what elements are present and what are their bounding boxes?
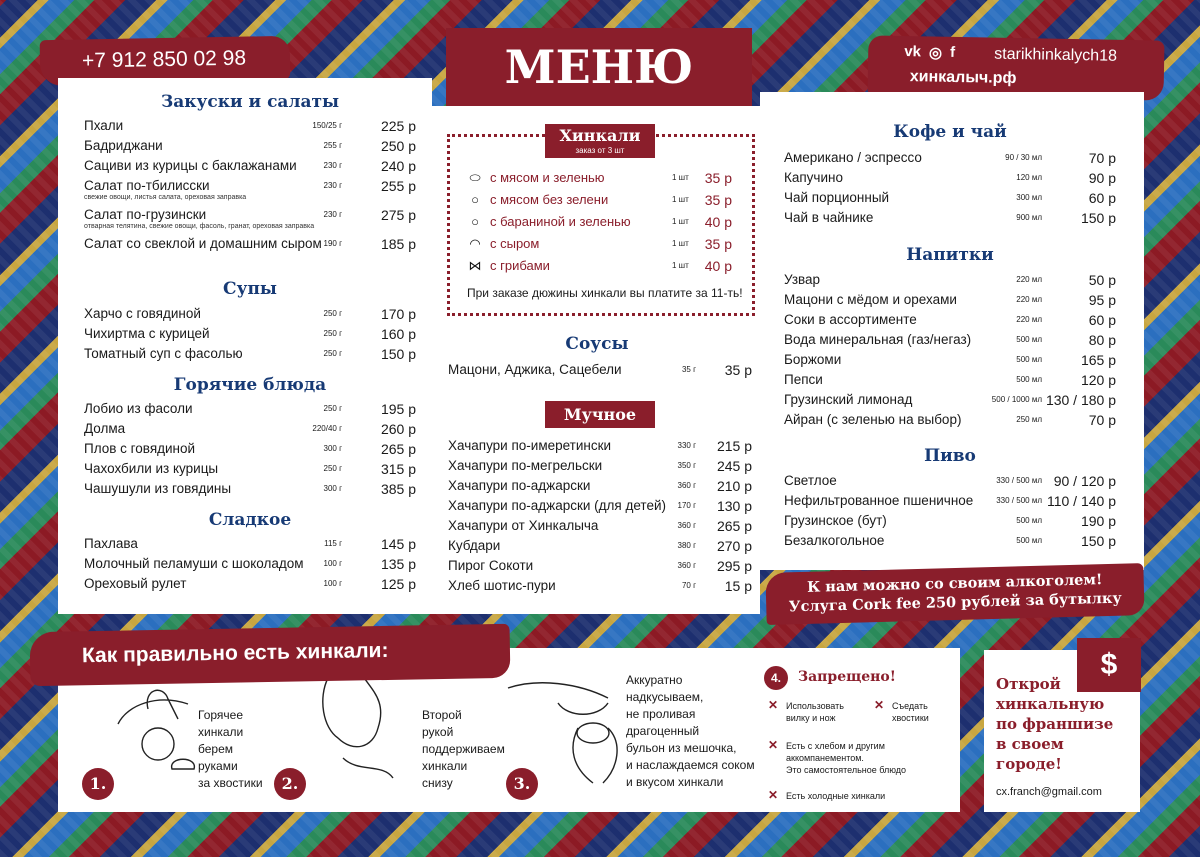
item-name: Капучино <box>784 170 843 185</box>
muchnoe-item <box>448 458 752 478</box>
pivo-item <box>784 513 1116 533</box>
kofe-item <box>784 210 1116 230</box>
item-name: Айран (с зеленью на выбор) <box>784 412 962 427</box>
napitki-item <box>784 372 1116 392</box>
item-price: 60 р <box>1088 312 1116 328</box>
item-name: Пахлава <box>84 536 138 551</box>
item-price: 190 р <box>1080 513 1116 529</box>
muchnoe-item <box>448 478 752 498</box>
napitki-item <box>784 332 1116 352</box>
item-name: Ореховый рулет <box>84 576 187 591</box>
forbidden-item: ✕ Съедать хвостики <box>872 700 929 724</box>
napitki-item <box>784 352 1116 372</box>
forbidden-block <box>764 666 954 812</box>
item-weight: 360 г <box>677 481 696 490</box>
muchnoe-item <box>448 578 752 598</box>
item-weight: 120 мл <box>1016 173 1042 182</box>
forbidden-item: ✕ Есть с хлебом и другим аккомпанементом. Это самостоятельное блюдо <box>766 740 906 776</box>
item-unit: 1 шт <box>672 195 689 204</box>
zakuski-item <box>84 178 416 201</box>
item-name: Салат по-грузински <box>84 207 207 222</box>
forbidden-item: ✕ Есть холодные хинкали <box>766 790 885 802</box>
item-price: 35 р <box>724 362 752 378</box>
item-weight: 230 г <box>323 161 342 170</box>
item-weight: 360 г <box>677 521 696 530</box>
item-price: 185 р <box>380 236 416 252</box>
item-price: 60 р <box>1088 190 1116 206</box>
item-weight: 100 г <box>323 559 342 568</box>
item-price: 130 / 180 р <box>1045 392 1116 408</box>
item-name: Плов с говядиной <box>84 441 196 456</box>
item-price: 95 р <box>1088 292 1116 308</box>
item-weight: 300 г <box>323 484 342 493</box>
item-price: 15 р <box>724 578 752 594</box>
item-name: с мясом без зелени <box>490 192 609 207</box>
step-number-1: 1. <box>82 768 114 800</box>
item-name: Грузинское (бут) <box>784 513 887 528</box>
item-name: Соки в ассортименте <box>784 312 917 327</box>
item-weight: 500 мл <box>1016 335 1042 344</box>
pivo-item <box>784 493 1116 513</box>
muchnoe-item <box>448 538 752 558</box>
page-title: МЕНЮ <box>446 28 752 106</box>
item-weight: 230 г <box>323 181 342 190</box>
item-price: 150 р <box>1080 533 1116 549</box>
item-weight: 300 мл <box>1016 193 1042 202</box>
supy-item <box>84 306 416 326</box>
khinkali-item <box>466 258 736 278</box>
item-weight: 250 г <box>323 349 342 358</box>
item-name: с грибами <box>490 258 550 273</box>
khinkali-header <box>545 124 655 158</box>
item-name: Кубдари <box>448 538 501 553</box>
item-name: Салат со свеклой и домашним сыром <box>84 236 322 251</box>
item-name: Чай в чайнике <box>784 210 874 225</box>
circle-icon: ○ <box>471 214 479 229</box>
item-weight: 360 г <box>677 561 696 570</box>
franchise-text: Открой хинкальную по франшизе в своем городе! <box>996 675 1114 773</box>
item-price: 170 р <box>380 306 416 322</box>
item-price: 160 р <box>380 326 416 342</box>
item-name: Пхали <box>84 118 124 133</box>
item-description: отварная телятина, свежие овощи, фасоль, гранат, ореховая заправка <box>84 223 315 230</box>
goryachie-item <box>84 441 416 461</box>
item-weight: 255 г <box>323 141 342 150</box>
section-title-muchnoe: Мучное <box>545 401 655 428</box>
item-name: Мацони, Аджика, Сацебели <box>448 362 622 377</box>
section-title-napitki: Напитки <box>906 245 994 265</box>
item-weight: 500 мл <box>1016 355 1042 364</box>
item-price: 90 / 120 р <box>1053 473 1116 489</box>
section-title-goryachie: Горячие блюда <box>173 375 327 395</box>
item-price: 255 р <box>380 178 416 194</box>
section-title-kofe: Кофе и чай <box>893 122 1007 142</box>
khinkali-note: При заказе дюжины хинкали вы платите за 11-ть! <box>467 286 743 300</box>
item-price: 225 р <box>380 118 416 134</box>
item-weight: 35 г <box>681 365 696 374</box>
item-price: 385 р <box>380 481 416 497</box>
section-title-supy: Супы <box>223 279 277 299</box>
item-weight: 250 г <box>323 329 342 338</box>
item-name: Лобио из фасоли <box>84 401 193 416</box>
khinkali-title: Хинкали <box>559 126 641 145</box>
bow-icon: ⋈ <box>468 258 482 273</box>
item-weight: 500 мл <box>1016 375 1042 384</box>
item-name: Чахохбили из курицы <box>84 461 219 476</box>
item-price: 195 р <box>380 401 416 417</box>
item-price: 40 р <box>704 214 732 230</box>
supy-item <box>84 326 416 346</box>
sladkoe-item <box>84 556 416 576</box>
item-name: Молочный пеламуши с шоколадом <box>84 556 304 571</box>
napitki-item <box>784 312 1116 332</box>
pivo-item <box>784 473 1116 493</box>
item-weight: 115 г <box>324 539 342 548</box>
goryachie-item <box>84 421 416 441</box>
kofe-item <box>784 190 1116 210</box>
cork-line-2: Услуга Cork fee 250 рублей за бутылку <box>788 589 1122 616</box>
item-name: Хлеб шотис-пури <box>448 578 556 593</box>
item-weight: 900 мл <box>1016 213 1042 222</box>
item-price: 210 р <box>716 478 752 494</box>
step-text-2: Второй рукой поддерживаем хинкали снизу <box>422 708 505 790</box>
item-weight: 250 г <box>323 464 342 473</box>
item-price: 265 р <box>380 441 416 457</box>
item-price: 110 / 140 р <box>1046 493 1116 509</box>
item-unit: 1 шт <box>672 239 689 248</box>
item-weight: 220 мл <box>1016 295 1042 304</box>
item-name: Чашушули из говядины <box>84 481 232 496</box>
item-unit: 1 шт <box>672 173 689 182</box>
item-weight: 100 г <box>323 579 342 588</box>
zakuski-item <box>84 158 416 178</box>
napitki-item <box>784 392 1116 412</box>
zakuski-item <box>84 138 416 158</box>
item-weight: 350 г <box>677 461 696 470</box>
item-price: 215 р <box>716 438 752 454</box>
item-price: 260 р <box>380 421 416 437</box>
khinkali-item <box>466 214 736 234</box>
napitki-item <box>784 412 1116 432</box>
muchnoe-item <box>448 558 752 578</box>
khinkali-item <box>466 236 736 256</box>
khinkali-subtitle: заказ от 3 шт <box>575 146 625 155</box>
item-weight: 250 г <box>323 404 342 413</box>
item-price: 150 р <box>380 346 416 362</box>
item-unit: 1 шт <box>672 261 689 270</box>
item-weight: 230 г <box>323 210 342 219</box>
item-price: 90 р <box>1088 170 1116 186</box>
item-name: Салат по-тбилисски <box>84 178 210 193</box>
item-price: 150 р <box>1080 210 1116 226</box>
social-handle[interactable]: starikhinkalych18 <box>994 45 1118 65</box>
section-title-pivo: Пиво <box>924 446 976 466</box>
item-price: 130 р <box>716 498 752 514</box>
item-name: Харчо с говядиной <box>84 306 201 321</box>
howto-title: Как правильно есть хинкали: <box>81 638 389 668</box>
item-weight: 190 г <box>323 239 342 248</box>
kofe-item <box>784 170 1116 190</box>
item-price: 250 р <box>380 138 416 154</box>
item-weight: 170 г <box>677 501 696 510</box>
khinkali-item <box>466 170 736 190</box>
facebook-icon[interactable]: f <box>949 43 956 61</box>
item-name: Томатный суп с фасолью <box>84 346 243 361</box>
social-banner <box>867 35 1164 100</box>
item-name: Сациви из курицы с баклажанами <box>84 158 297 173</box>
item-price: 145 р <box>380 536 416 552</box>
sladkoe-item <box>84 536 416 556</box>
khinkali-item <box>466 192 736 212</box>
goryachie-item <box>84 401 416 421</box>
muchnoe-item <box>448 438 752 458</box>
supy-item <box>84 346 416 366</box>
zakuski-item <box>84 207 416 230</box>
cork-fee-banner <box>765 563 1144 625</box>
item-name: Нефильтрованное пшеничное <box>784 493 974 508</box>
forbidden-title: Запрещено! <box>798 669 896 685</box>
item-price: 35 р <box>704 192 732 208</box>
cork-line-1: К нам можно со своим алкоголем! <box>806 571 1103 596</box>
item-weight: 70 г <box>681 581 696 590</box>
forbidden-item: ✕ Использовать вилку и нож <box>766 700 844 724</box>
item-name: Боржоми <box>784 352 842 367</box>
item-name: Узвар <box>784 272 821 287</box>
item-name: с сыром <box>490 236 540 251</box>
item-name: Пепси <box>784 372 823 387</box>
napitki-item <box>784 292 1116 312</box>
section-title-sladkoe: Сладкое <box>208 510 292 530</box>
item-price: 275 р <box>380 207 416 223</box>
item-price: 315 р <box>380 461 416 477</box>
section-title-zakuski: Закуски и салаты <box>160 92 340 112</box>
item-name: Безалкогольное <box>784 533 885 548</box>
item-weight: 500 мл <box>1016 516 1042 525</box>
step-text-3: Аккуратно надкусываем, не проливая драгоценный бульон из мешочка, и наслаждаемся соком и вкусом хинкали <box>626 673 755 789</box>
item-weight: 380 г <box>677 541 696 550</box>
item-price: 295 р <box>716 558 752 574</box>
item-price: 120 р <box>1080 372 1116 388</box>
item-price: 240 р <box>380 158 416 174</box>
vk-icon[interactable]: vk <box>904 43 922 61</box>
item-weight: 150/25 г <box>312 121 342 130</box>
item-weight: 330 / 500 мл <box>996 476 1042 485</box>
franchise-email[interactable]: cx.franch@gmail.com <box>996 786 1102 798</box>
item-name: Вода минеральная (газ/негаз) <box>784 332 972 347</box>
zakuski-item <box>84 236 416 256</box>
instagram-icon[interactable]: ◎ <box>928 44 943 62</box>
item-name: Хачапури по-мегрельски <box>448 458 603 473</box>
item-weight: 220 мл <box>1016 315 1042 324</box>
item-name: с бараниной и зеленью <box>490 214 631 229</box>
item-price: 50 р <box>1088 272 1116 288</box>
kofe-item <box>784 150 1116 170</box>
item-name: Грузинский лимонад <box>784 392 913 407</box>
item-weight: 500 / 1000 мл <box>991 395 1042 404</box>
item-price: 70 р <box>1088 412 1116 428</box>
item-weight: 220/40 г <box>312 424 342 433</box>
item-weight: 300 г <box>323 444 342 453</box>
step-number-3: 3. <box>506 768 538 800</box>
howto-banner <box>30 624 511 686</box>
section-title-sousy: Соусы <box>565 334 629 354</box>
item-price: 40 р <box>704 258 732 274</box>
item-price: 125 р <box>380 576 416 592</box>
dollar-icon: $ <box>1077 638 1141 692</box>
item-name: Американо / эспрессо <box>784 150 922 165</box>
item-weight: 330 г <box>677 441 696 450</box>
item-weight: 330 / 500 мл <box>996 496 1042 505</box>
item-name: Хачапури по-аджарски (для детей) <box>448 498 666 513</box>
item-price: 35 р <box>704 170 732 186</box>
item-price: 165 р <box>1080 352 1116 368</box>
muchnoe-item <box>448 518 752 538</box>
oval-icon: ⬭ <box>469 170 481 185</box>
item-price: 265 р <box>716 518 752 534</box>
item-name: Хачапури от Хинкалыча <box>448 518 599 533</box>
item-unit: 1 шт <box>672 217 689 226</box>
item-description: свежие овощи, листья салата, ореховая заправка <box>84 194 247 201</box>
item-name: Хачапури по-имеретински <box>448 438 612 453</box>
item-weight: 90 / 30 мл <box>1005 153 1042 162</box>
step-number-2: 2. <box>274 768 306 800</box>
item-price: 80 р <box>1088 332 1116 348</box>
pivo-item <box>784 533 1116 553</box>
website-link[interactable]: хинкалыч.рф <box>909 68 1017 88</box>
item-name: Чихиртма с курицей <box>84 326 210 341</box>
dome-icon: ◠ <box>469 236 481 251</box>
sladkoe-item <box>84 576 416 596</box>
circle-icon: ○ <box>471 192 479 207</box>
item-price: 135 р <box>380 556 416 572</box>
item-price: 245 р <box>716 458 752 474</box>
item-name: Бадриджани <box>84 138 163 153</box>
goryachie-item <box>84 481 416 501</box>
sousy-item <box>448 362 752 382</box>
item-name: Светлое <box>784 473 837 488</box>
zakuski-item <box>84 118 416 138</box>
muchnoe-item <box>448 498 752 518</box>
goryachie-item <box>84 461 416 481</box>
item-name: Пирог Сокоти <box>448 558 534 573</box>
item-weight: 250 г <box>323 309 342 318</box>
item-name: Чай порционный <box>784 190 890 205</box>
item-weight: 220 мл <box>1016 275 1042 284</box>
item-name: с мясом и зеленью <box>490 170 605 185</box>
item-price: 70 р <box>1088 150 1116 166</box>
item-name: Хачапури по-аджарски <box>448 478 591 493</box>
item-weight: 500 мл <box>1016 536 1042 545</box>
napitki-item <box>784 272 1116 292</box>
forbidden-number: 4. <box>764 666 788 690</box>
phone-number[interactable]: +7 912 850 02 98 <box>81 46 247 73</box>
item-price: 35 р <box>704 236 732 252</box>
item-price: 270 р <box>716 538 752 554</box>
item-weight: 250 мл <box>1016 415 1042 424</box>
item-name: Мацони с мёдом и орехами <box>784 292 957 307</box>
item-name: Долма <box>84 421 126 436</box>
step-text-1: Горячее хинкали берем руками за хвостики <box>198 708 263 790</box>
